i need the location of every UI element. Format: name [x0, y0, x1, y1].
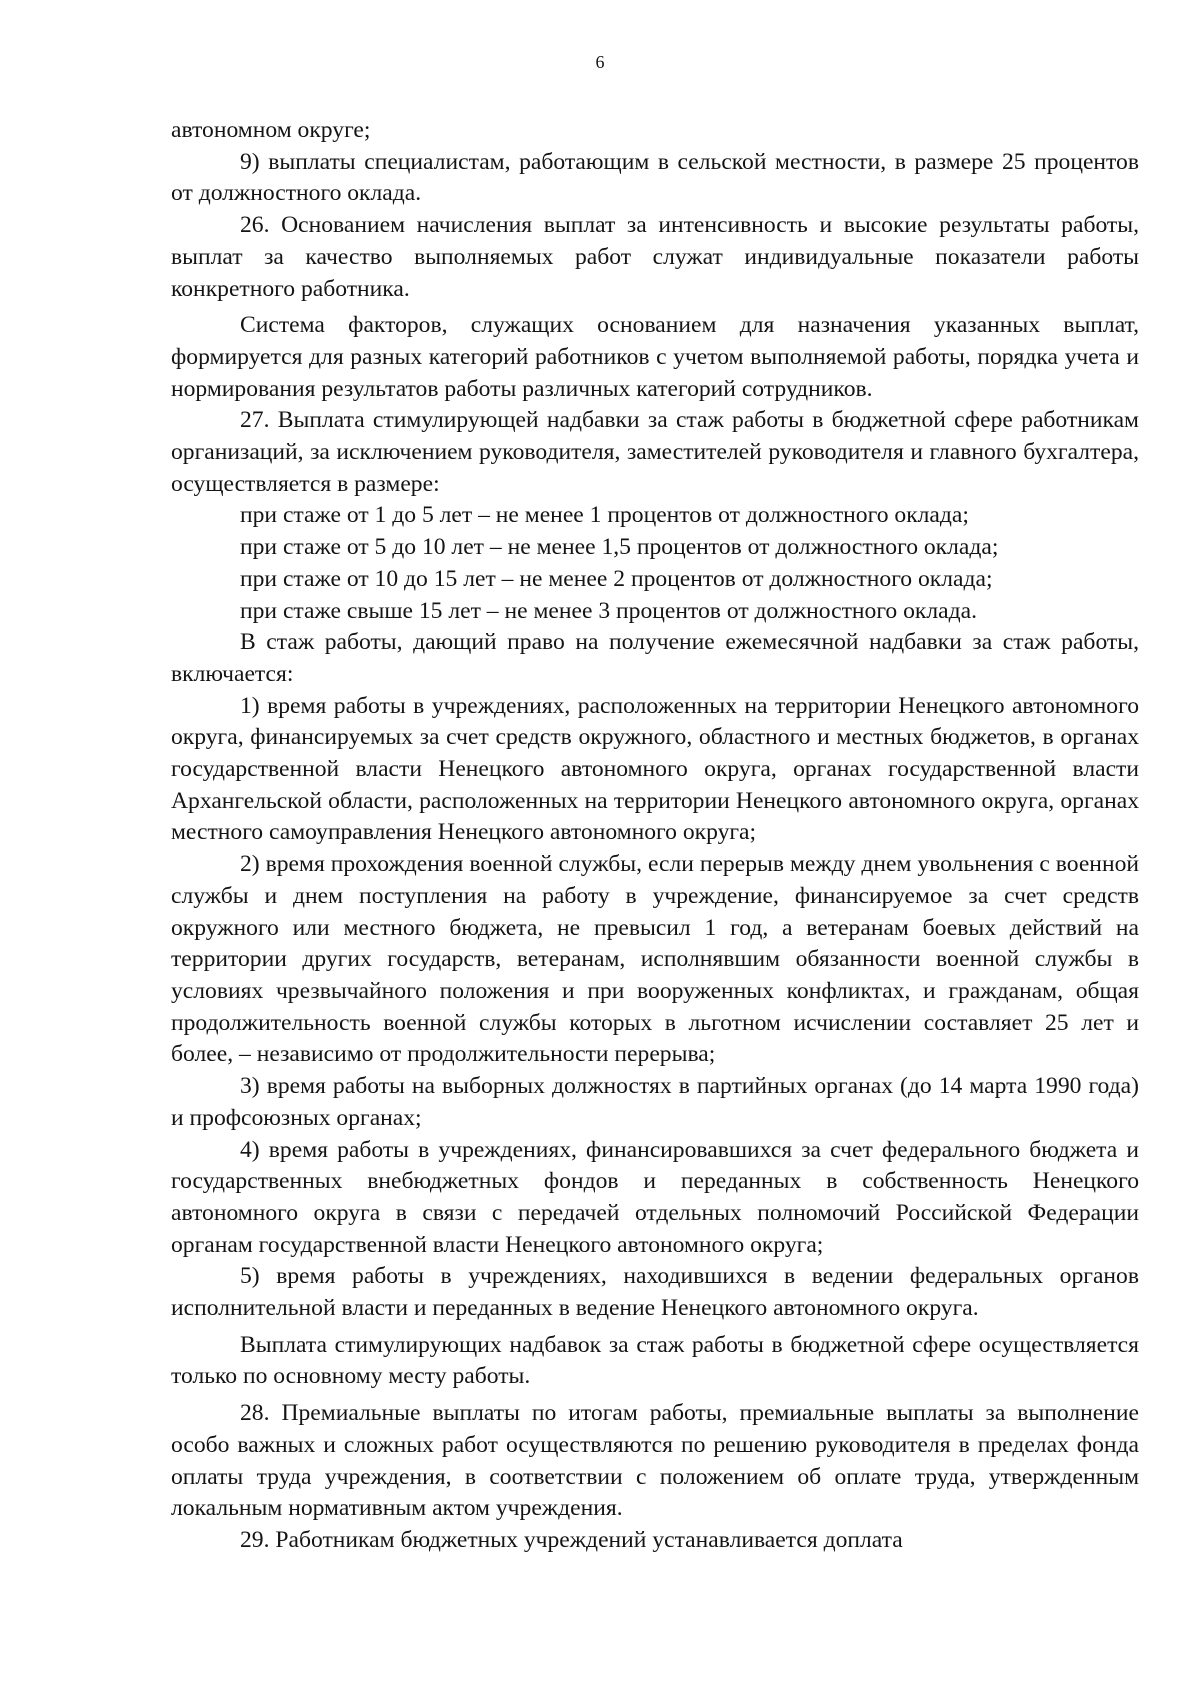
list-item-seniority-over-15: при стаже свыше 15 лет – не менее 3 процентов от должностного оклада. — [240, 597, 977, 624]
list-item-2: 2) время прохождения военной службы, если перерыв между днем увольнения с военной службы и днем поступления на работу в учреждение, финансируемое за счет средств окружного или местного бюджета, не превысил 1 год, а ветеранам боевых действий на территории других государств, ветеранам, исполнявшим обязанности военной службы в условиях чрезвычайного положения и при вооруженных конфликтах, и гражданам, общая продолжительность военной службы которых в льготном исчислении составляет 25 лет и более, – независимо от продолжительности перерыва; — [171, 851, 1139, 1068]
list-item-seniority-1-5: при стаже от 1 до 5 лет – не менее 1 процентов от должностного оклада; — [240, 502, 969, 529]
list-item-4: 4) время работы в учреждениях, финансировавшихся за счет федерального бюджета и государственных внебюджетных фондов и переданных в собственность Ненецкого автономного округа в связи с передачей отдельных полномочий Российской Федерации органам государственной власти Ненецкого автономного округа; — [171, 1136, 1139, 1258]
paragraph-factors-system: Система факторов, служащих основанием для назначения указанных выплат, формируется для разных категорий работников с учетом выполняемой работы, порядка учета и нормирования результатов работы различных категорий сотрудников. — [171, 312, 1139, 402]
list-item-3: 3) время работы на выборных должностях в партийных органах (до 14 марта 1990 года) и профсоюзных органах; — [171, 1073, 1139, 1131]
page-number: 6 — [595, 52, 605, 72]
paragraph-item-9: 9) выплаты специалистам, работающим в сельской местности, в размере 25 процентов от должностного оклада. — [171, 148, 1139, 207]
list-item-seniority-5-10: при стаже от 5 до 10 лет – не менее 1,5 процентов от должностного оклада; — [240, 534, 999, 561]
paragraph-clause-27: 27. Выплата стимулирующей надбавки за стаж работы в бюджетной сфере работникам организаций, за исключением руководителя, заместителей руководителя и главного бухгалтера, осуществляется в размере: — [171, 407, 1139, 497]
list-item-seniority-10-15: при стаже от 10 до 15 лет – не менее 2 процентов от должностного оклада; — [240, 565, 993, 592]
paragraph-clause-26: 26. Основанием начисления выплат за интенсивность и высокие результаты работы, выплат за качество выполняемых работ служат индивидуальные показатели работы конкретного работника. — [171, 212, 1139, 302]
paragraph-continuation: автономном округе; — [171, 117, 371, 143]
paragraph-clause-28: 28. Премиальные выплаты по итогам работы, премиальные выплаты за выполнение особо важных и сложных работ осуществляются по решению руководителя в пределах фонда оплаты труда учреждения, в соответствии с положением об оплате труда, утвержденным локальным нормативным актом учреждения. — [171, 1400, 1139, 1522]
paragraph-seniority-includes: В стаж работы, дающий право на получение ежемесячной надбавки за стаж работы, включается: — [171, 629, 1139, 687]
paragraph-main-workplace: Выплата стимулирующих надбавок за стаж работы в бюджетной сфере осуществляется только по основному месту работы. — [171, 1331, 1139, 1390]
document-body — [171, 115, 1139, 1557]
list-item-1: 1) время работы в учреждениях, расположенных на территории Ненецкого автономного округа, финансируемых за счет средств окружного, областного и местных бюджетов, в органах государственной власти Ненецкого автономного округа, органах государственной власти Архангельской области, расположенных на территории Ненецкого автономного округа, органах местного самоуправления Ненецкого автономного округа; — [171, 692, 1139, 846]
paragraph-clause-29: 29. Работникам бюджетных учреждений устанавливается доплата — [240, 1526, 903, 1553]
list-item-5: 5) время работы в учреждениях, находившихся в ведении федеральных органов исполнительной власти и переданных в ведение Ненецкого автономного округа. — [171, 1263, 1139, 1322]
